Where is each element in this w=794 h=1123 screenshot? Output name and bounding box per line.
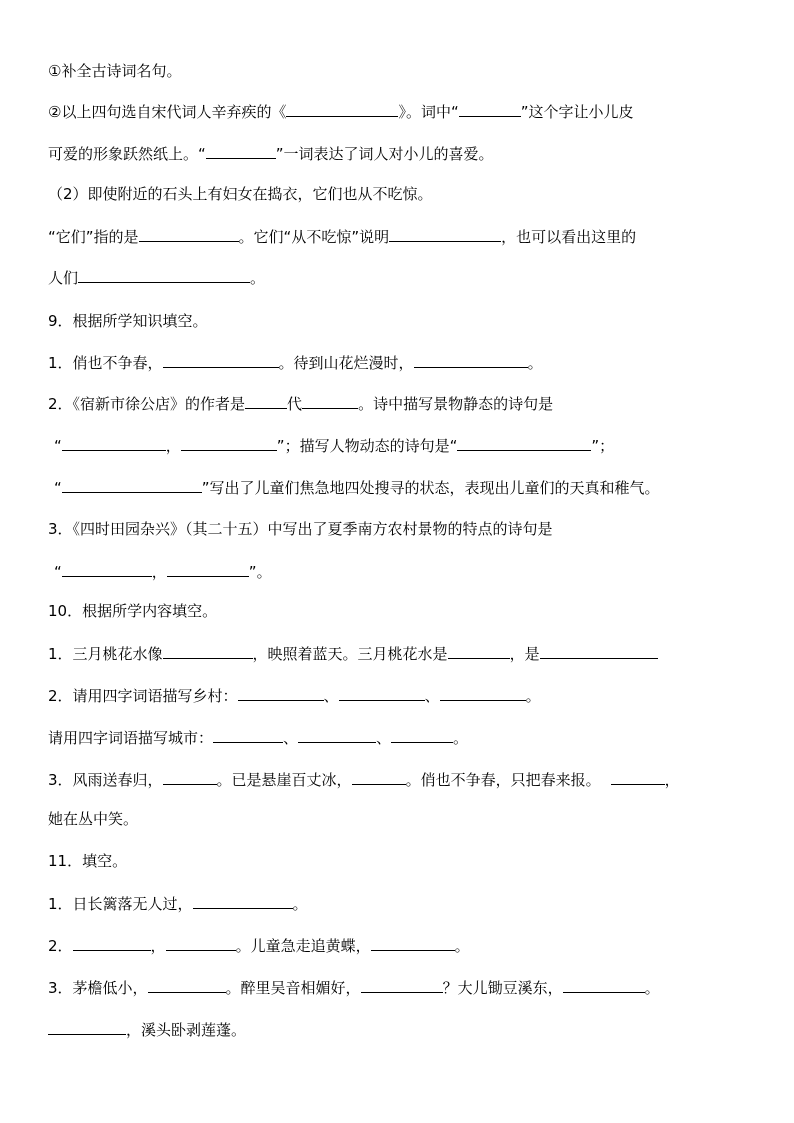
- answer-blank[interactable]: [540, 643, 658, 659]
- line-9-3-quotes: “ ， ”。: [54, 563, 272, 581]
- answer-blank[interactable]: [148, 977, 226, 993]
- answer-blank[interactable]: [611, 769, 665, 785]
- line-11-3: 3．茅檐低小， 。醉里吴音相媚好， ？大儿锄豆溪东， 。: [48, 979, 660, 997]
- answer-blank[interactable]: [238, 685, 324, 701]
- answer-blank[interactable]: [459, 101, 521, 117]
- question-10-title: 10．根据所学内容填空。: [48, 602, 218, 620]
- answer-blank[interactable]: [139, 226, 239, 242]
- answer-blank[interactable]: [563, 977, 645, 993]
- answer-blank[interactable]: [448, 643, 510, 659]
- answer-blank[interactable]: [62, 561, 152, 577]
- line-10-2: 2．请用四字词语描写乡村： 、 、 。: [48, 687, 541, 705]
- line-source-question: ②以上四句选自宋代词人辛弃疾的《 》。词中“ ”这个字让小儿皮: [48, 103, 634, 121]
- line-instruction-complete: ①补全古诗词名句。: [48, 62, 182, 80]
- line-10-3-end: 她在丛中笑。: [48, 810, 139, 828]
- answer-blank[interactable]: [62, 477, 202, 493]
- answer-blank[interactable]: [73, 935, 151, 951]
- line-image-question: 可爱的形象跃然纸上。“ ”一词表达了词人对小儿的喜爱。: [48, 145, 494, 163]
- line-10-1: 1．三月桃花水像 ，映照着蓝天。三月桃花水是 ，是: [48, 643, 748, 664]
- answer-blank[interactable]: [457, 435, 591, 451]
- answer-blank[interactable]: [302, 393, 358, 409]
- line-they-question: “它们”指的是 。它们“从不吃惊”说明 ，也可以看出这里的: [48, 228, 637, 246]
- answer-blank[interactable]: [181, 435, 277, 451]
- answer-blank[interactable]: [352, 769, 406, 785]
- answer-blank[interactable]: [391, 727, 453, 743]
- answer-blank[interactable]: [163, 352, 279, 368]
- line-11-1: 1．日长篱落无人过， 。: [48, 895, 308, 913]
- answer-blank[interactable]: [167, 561, 249, 577]
- line-9-3: 3．《四时田园杂兴》（其二十五）中写出了夏季南方农村景物的特点的诗句是: [48, 520, 553, 538]
- answer-blank[interactable]: [163, 643, 253, 659]
- answer-blank[interactable]: [389, 226, 501, 242]
- answer-blank[interactable]: [339, 685, 425, 701]
- answer-blank[interactable]: [163, 769, 217, 785]
- line-people: 人们 。: [48, 269, 266, 287]
- line-10-3: 3．风雨送春归， 。已是悬崖百丈冰， 。俏也不争春，只把春来报。 ，: [48, 771, 680, 789]
- answer-blank[interactable]: [245, 393, 287, 409]
- line-9-2: 2．《宿新市徐公店》的作者是 代 。诗中描写景物静态的诗句是: [48, 395, 554, 413]
- line-10-2-city: 请用四字词语描写城市： 、 、 。: [48, 729, 469, 747]
- answer-blank[interactable]: [286, 101, 398, 117]
- question-9-title: 9．根据所学知识填空。: [48, 312, 208, 330]
- answer-blank[interactable]: [206, 143, 276, 159]
- line-11-2: 2． ， 。儿童急走追黄蝶， 。: [48, 937, 470, 955]
- line-subquestion-2: （2）即使附近的石头上有妇女在捣衣，它们也从不吃惊。: [48, 185, 433, 203]
- answer-blank[interactable]: [48, 1019, 126, 1035]
- answer-blank[interactable]: [166, 935, 236, 951]
- answer-blank[interactable]: [78, 267, 250, 283]
- answer-blank[interactable]: [193, 893, 293, 909]
- line-11-3-end: ，溪头卧剥莲蓬。: [48, 1019, 748, 1040]
- answer-blank[interactable]: [414, 352, 528, 368]
- answer-blank[interactable]: [440, 685, 526, 701]
- line-9-2-quotes: “ ， ”；描写人物动态的诗句是“ ”；: [54, 437, 615, 455]
- answer-blank[interactable]: [62, 435, 166, 451]
- answer-blank[interactable]: [298, 727, 376, 743]
- line-9-2-dynamic: “ ”写出了儿童们焦急地四处搜寻的状态，表现出儿童们的天真和稚气。: [54, 479, 660, 497]
- answer-blank[interactable]: [213, 727, 283, 743]
- question-11-title: 11．填空。: [48, 852, 128, 870]
- answer-blank[interactable]: [361, 977, 443, 993]
- line-9-1: 1．俏也不争春， 。待到山花烂漫时， 。: [48, 354, 543, 372]
- answer-blank[interactable]: [371, 935, 455, 951]
